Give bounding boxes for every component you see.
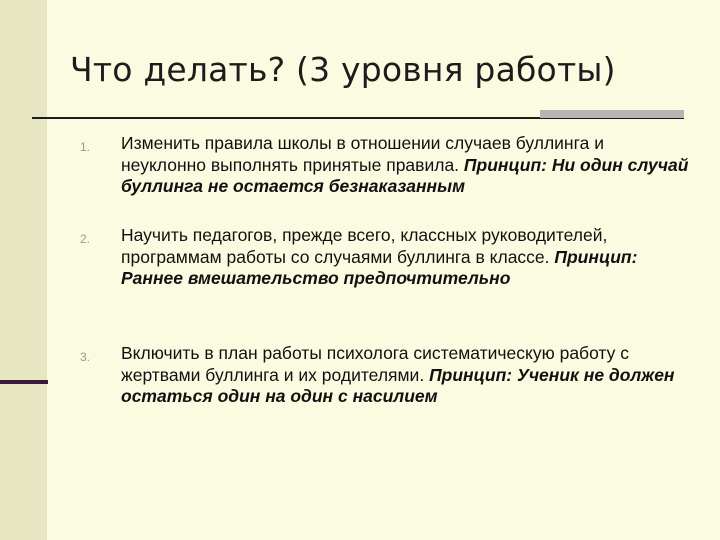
list-item-body: Включить в план работы психолога систематическую работу с жертвами буллинга и их родителями.	[121, 343, 629, 385]
slide-title: Что делать? (3 уровня работы)	[70, 50, 616, 89]
list-item-number: 3.	[80, 350, 91, 364]
list-item-text	[121, 133, 691, 198]
list-item-principle: Принцип: Ни один случай буллинга не остается безнаказанным	[121, 154, 689, 196]
list-item-number: 2.	[80, 232, 91, 246]
left-accent-bar	[0, 380, 48, 384]
title-divider-accent	[540, 110, 684, 118]
list-item-text	[121, 225, 691, 290]
list-item-body: Научить педагогов, прежде всего, классных руководителей, программам работы со случаями буллинга в классе.	[121, 225, 608, 267]
list-item-number: 1.	[80, 140, 91, 154]
list-item-body: Изменить правила школы в отношении случаев буллинга и неуклонно выполнять принятые правила.	[121, 133, 604, 175]
list-item-principle: Принцип: Ученик не должен остаться один на один с насилием	[121, 364, 675, 406]
left-decorative-strip	[0, 0, 47, 540]
list-item-text	[121, 343, 691, 408]
list-item-principle: Принцип: Раннее вмешательство предпочтительно	[121, 246, 638, 288]
